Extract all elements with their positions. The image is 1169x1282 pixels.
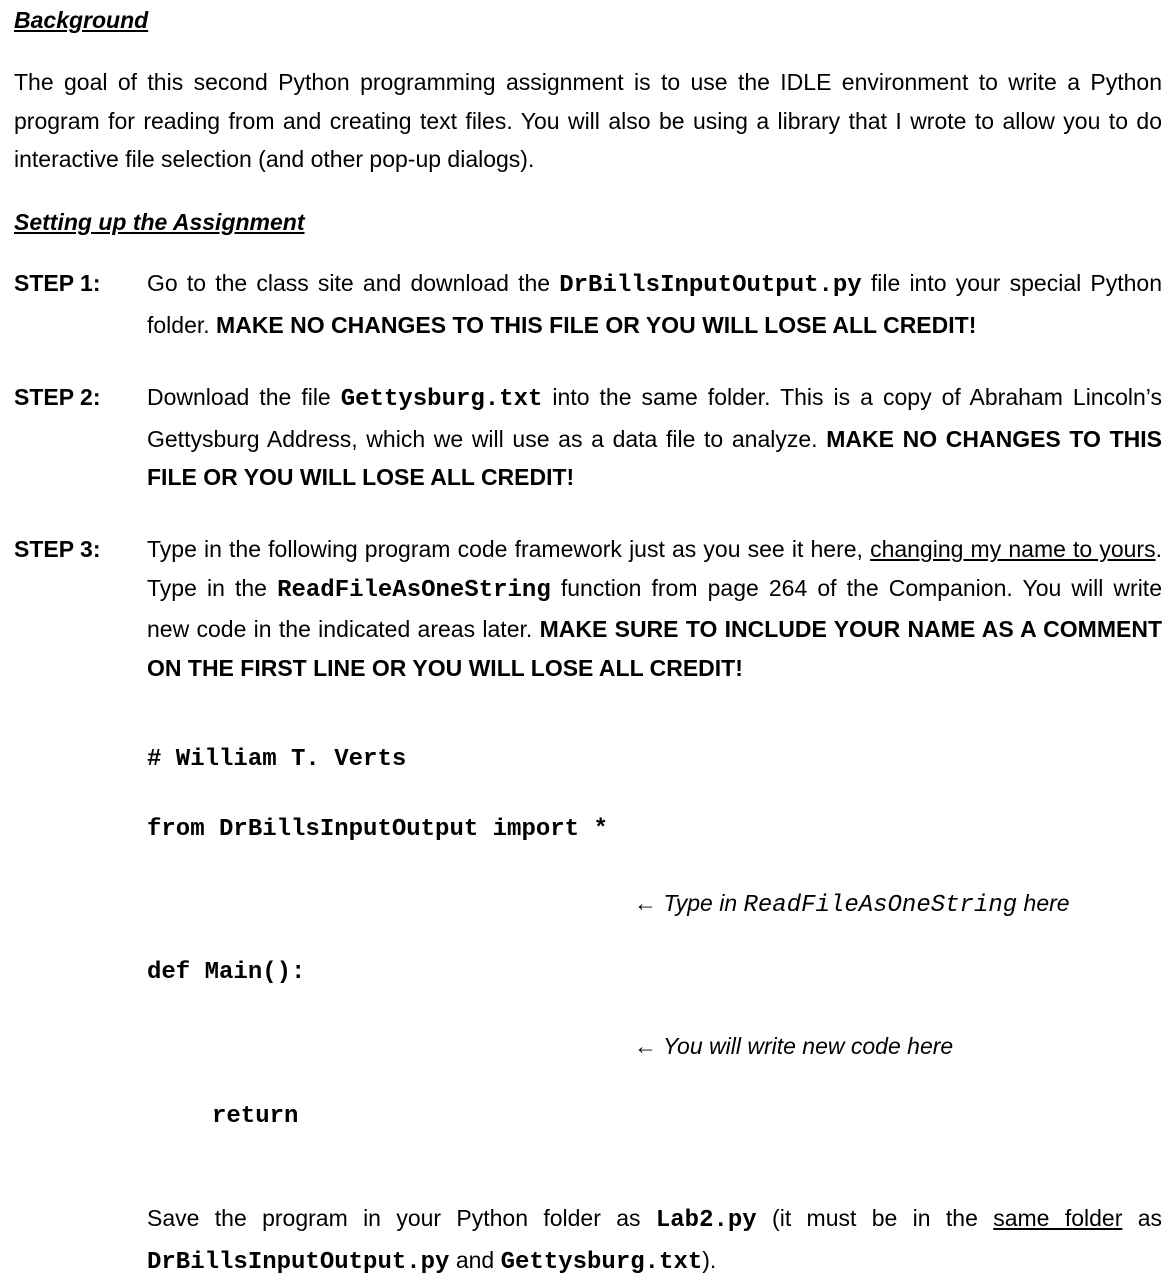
save-file-lab2: Lab2.py bbox=[655, 1207, 757, 1234]
step3-function: ReadFileAsOneString bbox=[277, 576, 551, 604]
save-file-drbills: DrBillsInputOutput.py bbox=[147, 1248, 450, 1276]
step2-warning: MAKE NO CHANGES TO THIS FILE OR YOU WILL LOSE ALL CREDIT! bbox=[147, 425, 1162, 490]
note2-text: You will write new code here bbox=[662, 1033, 954, 1059]
code-line-def-main: def Main(): bbox=[147, 959, 306, 986]
step3-text-c: function from page 264 of the Companion. You will write new code in the indicated areas later. bbox=[147, 574, 1162, 642]
step2-text-a: Download the file bbox=[147, 384, 341, 410]
code-line-comment: # William T. Verts bbox=[147, 746, 407, 773]
step1-label: STEP 1: bbox=[14, 270, 101, 296]
step2-text-b: into the same folder. This is a copy of Abraham Lincoln’s Gettysburg Address, which we will use as a data file to analyze. bbox=[147, 384, 1162, 452]
note1-text-a: Type in bbox=[663, 890, 744, 916]
note1-text-b: here bbox=[1017, 890, 1070, 916]
step2-file: Gettysburg.txt bbox=[340, 386, 543, 413]
step2-label: STEP 2: bbox=[14, 384, 101, 410]
step2-body bbox=[147, 378, 1162, 497]
note1-code: ReadFileAsOneString bbox=[743, 892, 1018, 919]
setup-heading: Setting up the Assignment bbox=[14, 209, 305, 235]
save-underlined: same folder bbox=[993, 1205, 1123, 1231]
save-text-d: and bbox=[449, 1246, 501, 1273]
save-text-c: as bbox=[1122, 1205, 1162, 1231]
step1-text-a: Go to the class site and download the bbox=[147, 270, 560, 296]
save-text-a: Save the program in your Python folder as bbox=[147, 1205, 656, 1231]
background-paragraph: The goal of this second Python programming assignment is to use the IDLE environment to write a Python program for reading from and creating text files. You will also be using a library that I wrote to allow you to do interactive file selection (and other pop-up dialogs). bbox=[14, 69, 1162, 172]
step3-body bbox=[147, 530, 1162, 687]
left-arrow-icon: ← bbox=[634, 890, 657, 916]
step1-body bbox=[147, 264, 1162, 344]
step1-file: DrBillsInputOutput.py bbox=[559, 272, 862, 299]
note-readfile bbox=[634, 888, 1070, 921]
note-new-code bbox=[634, 1031, 953, 1061]
step3-warning: MAKE SURE TO INCLUDE YOUR NAME AS A COMMENT ON THE FIRST LINE OR YOU WILL LOSE ALL CREDIT! bbox=[147, 616, 1162, 681]
save-instructions bbox=[147, 1199, 1162, 1282]
step3-underlined: changing my name to yours bbox=[870, 536, 1156, 562]
step3-text-b: . Type in the bbox=[147, 536, 1162, 601]
step3-text-a: Type in the following program code framework just as you see it here, bbox=[147, 536, 871, 562]
step1-warning: MAKE NO CHANGES TO THIS FILE OR YOU WILL LOSE ALL CREDIT! bbox=[216, 311, 977, 338]
save-text-e: ). bbox=[702, 1246, 717, 1273]
save-text-b: (it must be in the bbox=[756, 1205, 994, 1231]
save-file-gettysburg: Gettysburg.txt bbox=[500, 1248, 703, 1276]
step3-label: STEP 3: bbox=[14, 536, 101, 562]
step1-text-b: file into your special Python folder. bbox=[147, 270, 1162, 338]
code-line-return: return bbox=[212, 1103, 299, 1130]
code-line-import: from DrBillsInputOutput import * bbox=[147, 816, 608, 843]
left-arrow-icon: ← bbox=[634, 1033, 657, 1059]
background-heading: Background bbox=[14, 7, 149, 33]
